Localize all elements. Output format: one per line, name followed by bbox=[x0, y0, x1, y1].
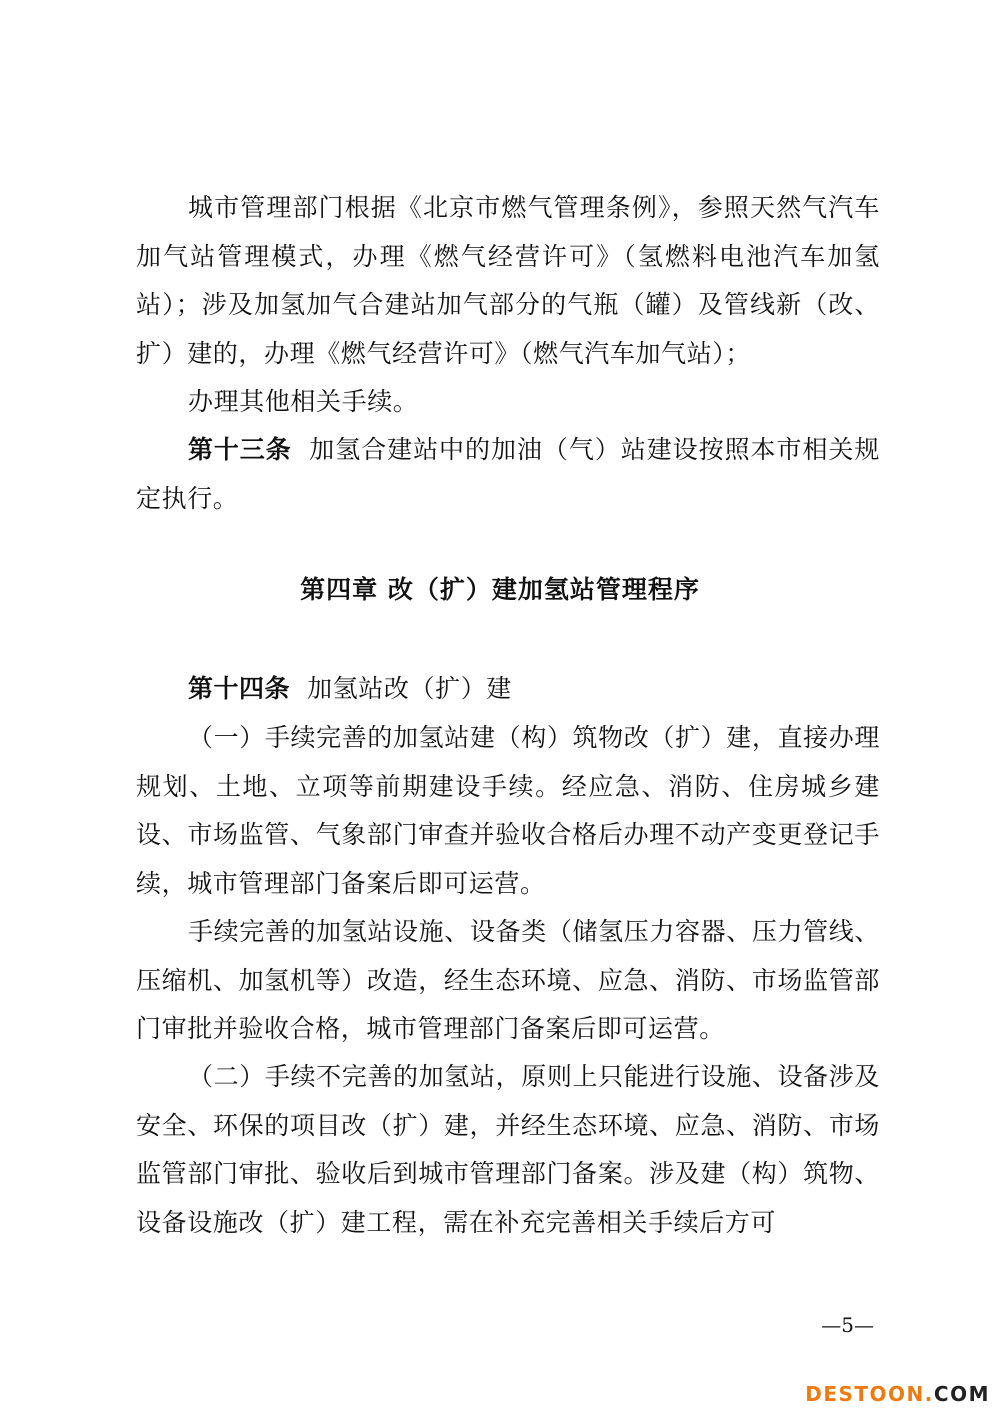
page-number: —5— bbox=[821, 1313, 874, 1337]
watermark-brand: DESTOON bbox=[805, 1382, 925, 1406]
watermark-dot: . bbox=[924, 1382, 934, 1406]
watermark-tld: COM bbox=[933, 1382, 990, 1406]
paragraph-equipment-renovation: 手续完善的加氢站设施、设备类（储氢压力容器、压力管线、压缩机、加氢机等）改造，经生态环境、应急、消防、市场监管部门审批并验收合格，城市管理部门备案后即可运营。 bbox=[136, 917, 880, 1043]
article-13-heading: 第十三条 bbox=[188, 435, 292, 464]
article-13-body: 加氢合建站中的加油（气）站建设按照本市相关规定执行。 bbox=[136, 435, 880, 513]
watermark-logo bbox=[805, 1382, 990, 1406]
paragraph-other-procedures: 办理其他相关手续。 bbox=[188, 387, 419, 416]
article-14-body: 加氢站改（扩）建 bbox=[307, 674, 512, 703]
paragraph-item-one: （一）手续完善的加氢站建（构）筑物改（扩）建，直接办理规划、土地、立项等前期建设手续。经应急、消防、住房城乡建设、市场监管、气象部门审查并验收合格后办理不动产变更登记手续，城市管理部门备案后即可运营。 bbox=[136, 723, 880, 898]
article-13 bbox=[136, 426, 880, 523]
paragraph-item-two: （二）手续不完善的加氢站，原则上只能进行设施、设备涉及安全、环保的项目改（扩）建，并经生态环境、应急、消防、市场监管部门审批、验收后到城市管理部门备案。涉及建（构）筑物、设备设施改（扩）建工程，需在补充完善相关手续后方可 bbox=[136, 1062, 880, 1237]
chapter-title: 第四章 改（扩）建加氢站管理程序 bbox=[300, 575, 700, 604]
paragraph-gas-permit: 城市管理部门根据《北京市燃气管理条例》，参照天然气汽车加气站管理模式，办理《燃气经营许可》（氢燃料电池汽车加氢站）；涉及加氢加气合建站加气部分的气瓶（罐）及管线新（改、扩）建的，办理《燃气经营许可》（燃气汽车加气站）； bbox=[136, 193, 880, 368]
article-14-heading: 第十四条 bbox=[188, 674, 291, 703]
article-14 bbox=[136, 665, 880, 714]
